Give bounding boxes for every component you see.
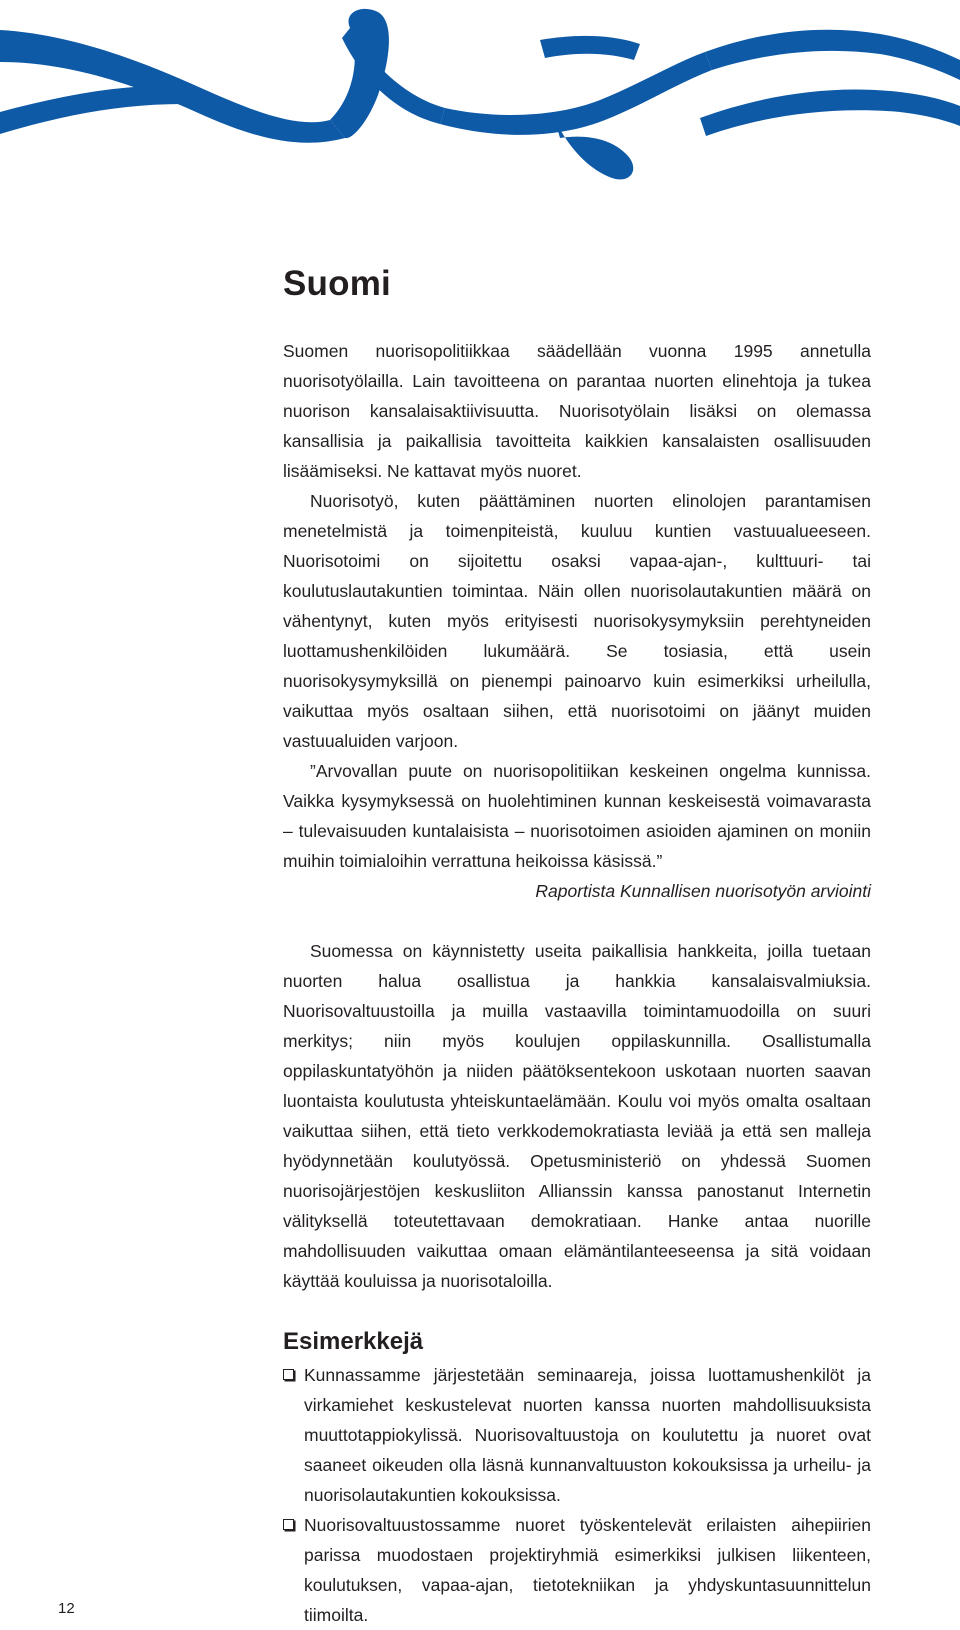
quote-source: Raportista Kunnallisen nuorisotyön arviointi: [535, 881, 871, 901]
body-paragraph: Nuorisotyö, kuten päättäminen nuorten elinolojen parantamisen menetelmistä ja toimenpiteistä, kuuluu kuntien vastuualueeseen. Nuorisotoimi on sijoitettu osaksi vapaa-ajan-, kulttuuri- tai koulutuslautakuntien toimintaa. Näin ollen nuorisolautakuntien määrä on vähentynyt, kuten myös erityisesti nuorisokysymyksiin perehtyneiden luottamushenkilöiden lukumäärä. Se tosiasia, että usein nuorisokysymyksillä on pienempi painoarvo kuin esimerkiksi urheilulla, vaikuttaa myös osaltaan siihen, että nuorisotoimi on jäänyt muiden vastuualuiden varjoon.: [283, 491, 871, 751]
list-item: [283, 1510, 871, 1630]
checkbox-icon: [283, 1369, 294, 1380]
quote-paragraph: ”Arvovallan puute on nuorisopolitiikan keskeinen ongelma kunnissa. Vaikka kysymyksessä on huolehtiminen kunnan keskeisestä voimavarasta – tulevaisuuden kuntalaisista – nuorisotoimen asioiden ajaminen on moniin muihin toimialoihin verrattuna heikoissa käsissä.”: [283, 761, 871, 871]
intro-paragraph: Suomen nuorisopolitiikkaa säädellään vuonna 1995 annetulla nuorisotyölailla. Lain tavoitteena on parantaa nuorten elinehtoja ja tukea nuorison kansalaisaktiivisuutta. Nuorisotyölain lisäksi on olemassa kansallisia ja paikallisia tavoitteita kaikkien kansalaisten osallisuuden lisäämiseksi. Ne kattavat myös nuoret.: [283, 341, 871, 481]
checkbox-icon: [283, 1519, 294, 1530]
page-title: Suomi: [283, 264, 391, 303]
list-item: [283, 1360, 871, 1510]
page-number: 12: [58, 1600, 75, 1617]
main-content: [283, 262, 871, 1630]
examples-list: [283, 1360, 871, 1630]
list-item-text: Kunnassamme järjestetään seminaareja, joissa luottamushenkilöt ja virkamiehet keskustelevat nuorten kanssa nuorten mahdollisuuksista muuttotappiokylissä. Nuorisovaltuustoja on koulutettu ja nuoret ovat saaneet oikeuden olla läsnä kunnanvaltuuston kokouksissa ja urheilu- ja nuorisolautakuntien kokouksissa.: [304, 1365, 871, 1505]
section-spacer: [283, 906, 871, 936]
section-spacer: [283, 1296, 871, 1326]
body-paragraph: Suomessa on käynnistetty useita paikallisia hankkeita, joilla tuetaan nuorten halua osallistua ja hankkia kansalaisvalmiuksia. Nuorisovaltuustoilla ja muilla vastaavilla toimintamuodoilla on suuri merkitys; niin myös koulujen oppilaskunnilla. Osallistumalla oppilaskuntatyöhön ja niiden päätöksentekoon uskotaan nuorten saavan luontaista koulutusta yhteiskuntaelämään. Koulu voi myös omalta osaltaan vaikuttaa siihen, että tieto verkkodemokratiasta leviää ja että sen malleja hyödynnetään koulutyössä. Opetusministeriö on yhdessä Suomen nuorisojärjestöjen keskusliiton Allianssin kanssa panostanut Internetin välityksellä toteutettavaan demokratiaan. Hanke antaa nuorille mahdollisuuden vaikuttaa omaan elämäntilanteeseensa ja sitä voidaan käyttää kouluissa ja nuorisotaloilla.: [283, 941, 871, 1291]
blue-ribbon-decoration: [0, 0, 960, 200]
list-item-text: Nuorisovaltuustossamme nuoret työskentelevät erilaisten aihepiirien parissa muodostaen projektiryhmiä esimerkiksi julkisen liikenteen, koulutuksen, vapaa-ajan, tietotekniikan ja yhdyskuntasuunnittelun tiimoilta.: [304, 1515, 871, 1625]
examples-heading: Esimerkkejä: [283, 1328, 424, 1355]
